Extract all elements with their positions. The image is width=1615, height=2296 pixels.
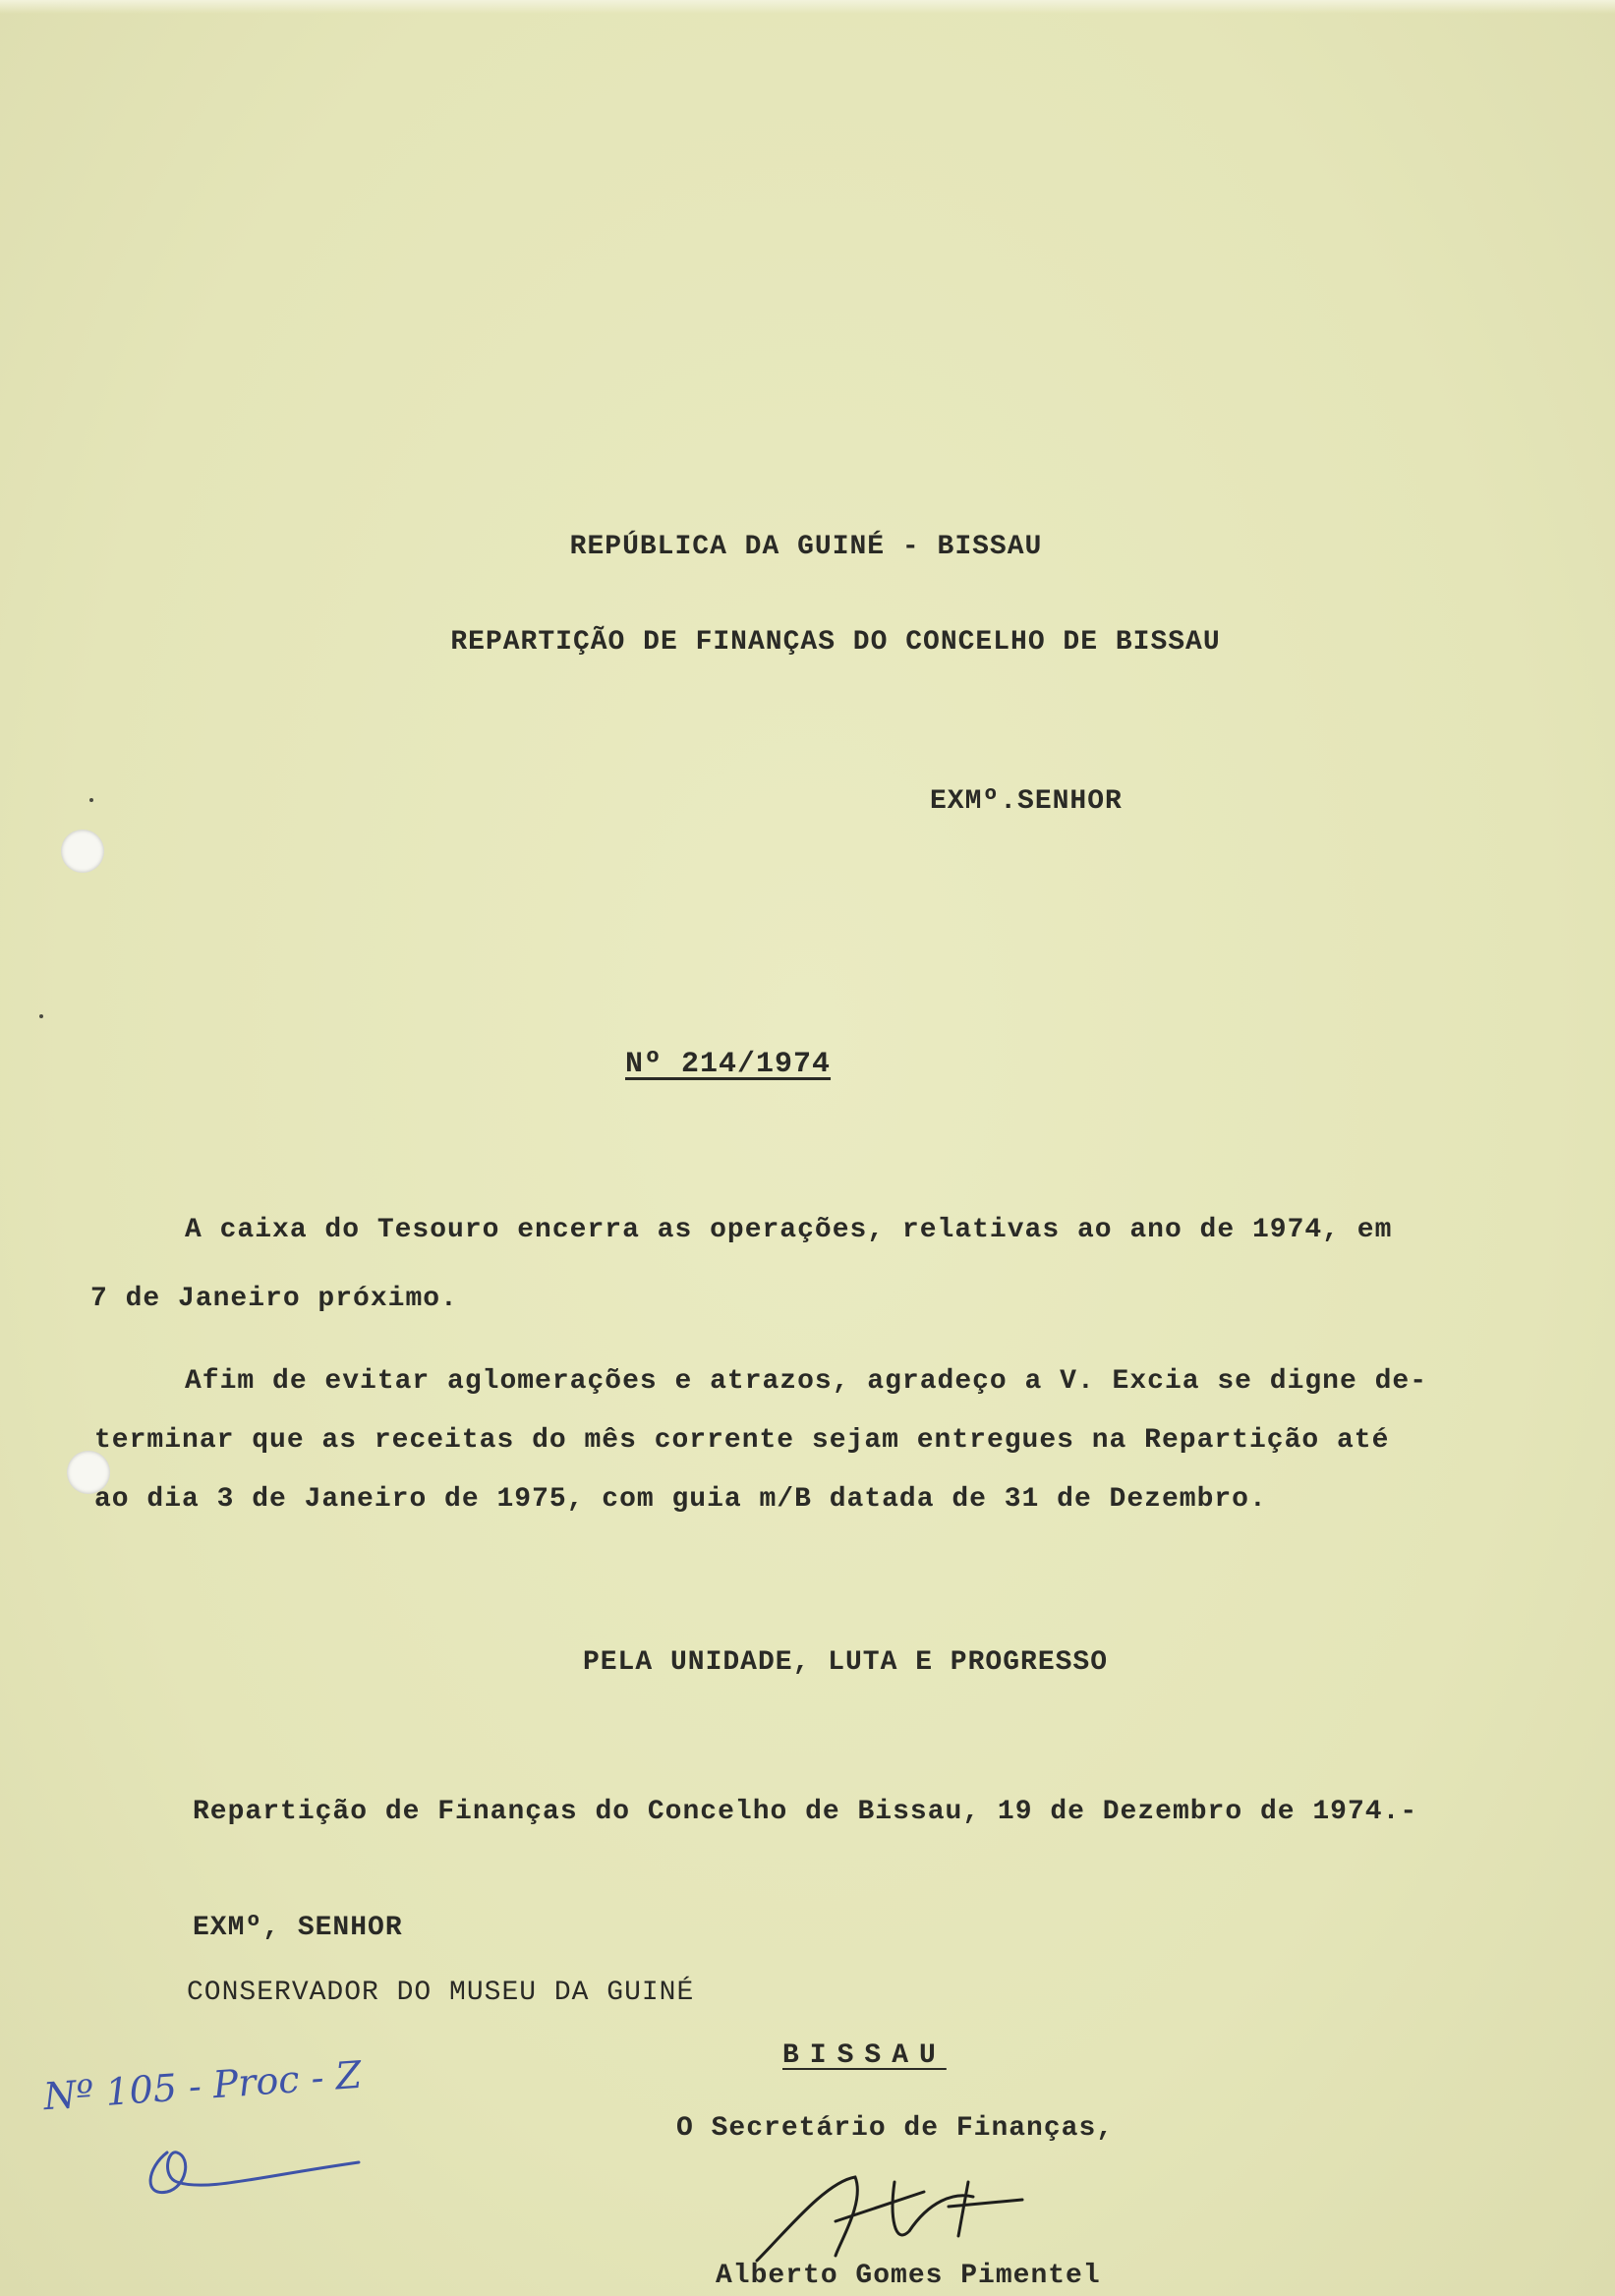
paper-top-edge [0,0,1615,14]
body-line: A caixa do Tesouro encerra as operações, relativas ao ano de 1974, em [185,1215,1393,1245]
handwritten-note: Nº 105 - Proc - Z [41,2052,364,2119]
addressee-title: CONSERVADOR DO MUSEU DA GUINÉ [187,1978,695,2008]
header-salutation: EXMº.SENHOR [930,786,1123,817]
place-date: Repartição de Finanças do Concelho de Bissau, 19 de Dezembro de 1974.- [193,1797,1418,1827]
punch-hole [61,830,104,873]
header-office: REPARTIÇÃO DE FINANÇAS DO CONCELHO DE BISSAU [450,627,1221,658]
paper-speck [39,1014,43,1018]
body-line: 7 de Janeiro próximo. [90,1284,458,1314]
addressee-salutation: EXMº, SENHOR [193,1913,403,1943]
header-country: REPÚBLICA DA GUINÉ - BISSAU [569,532,1043,562]
body-line: Afim de evitar aglomerações e atrazos, agradeço a V. Excia se digne de- [185,1366,1427,1397]
motto: PELA UNIDADE, LUTA E PROGRESSO [582,1647,1109,1678]
reference-number: Nº 214/1974 [625,1048,832,1081]
addressee-city: BISSAU [782,2040,947,2071]
signatory-name: Alberto Gomes Pimentel [716,2261,1101,2291]
signatory-role: O Secretário de Finanças, [676,2113,1115,2144]
body-line: ao dia 3 de Janeiro de 1975, com guia m/B datada de 31 de Dezembro. [94,1484,1267,1515]
paper-speck [89,798,93,802]
signature-mark [747,2162,1042,2270]
handwritten-initials [138,2138,374,2216]
body-line: terminar que as receitas do mês corrente sejam entregues na Repartição até [94,1425,1390,1456]
